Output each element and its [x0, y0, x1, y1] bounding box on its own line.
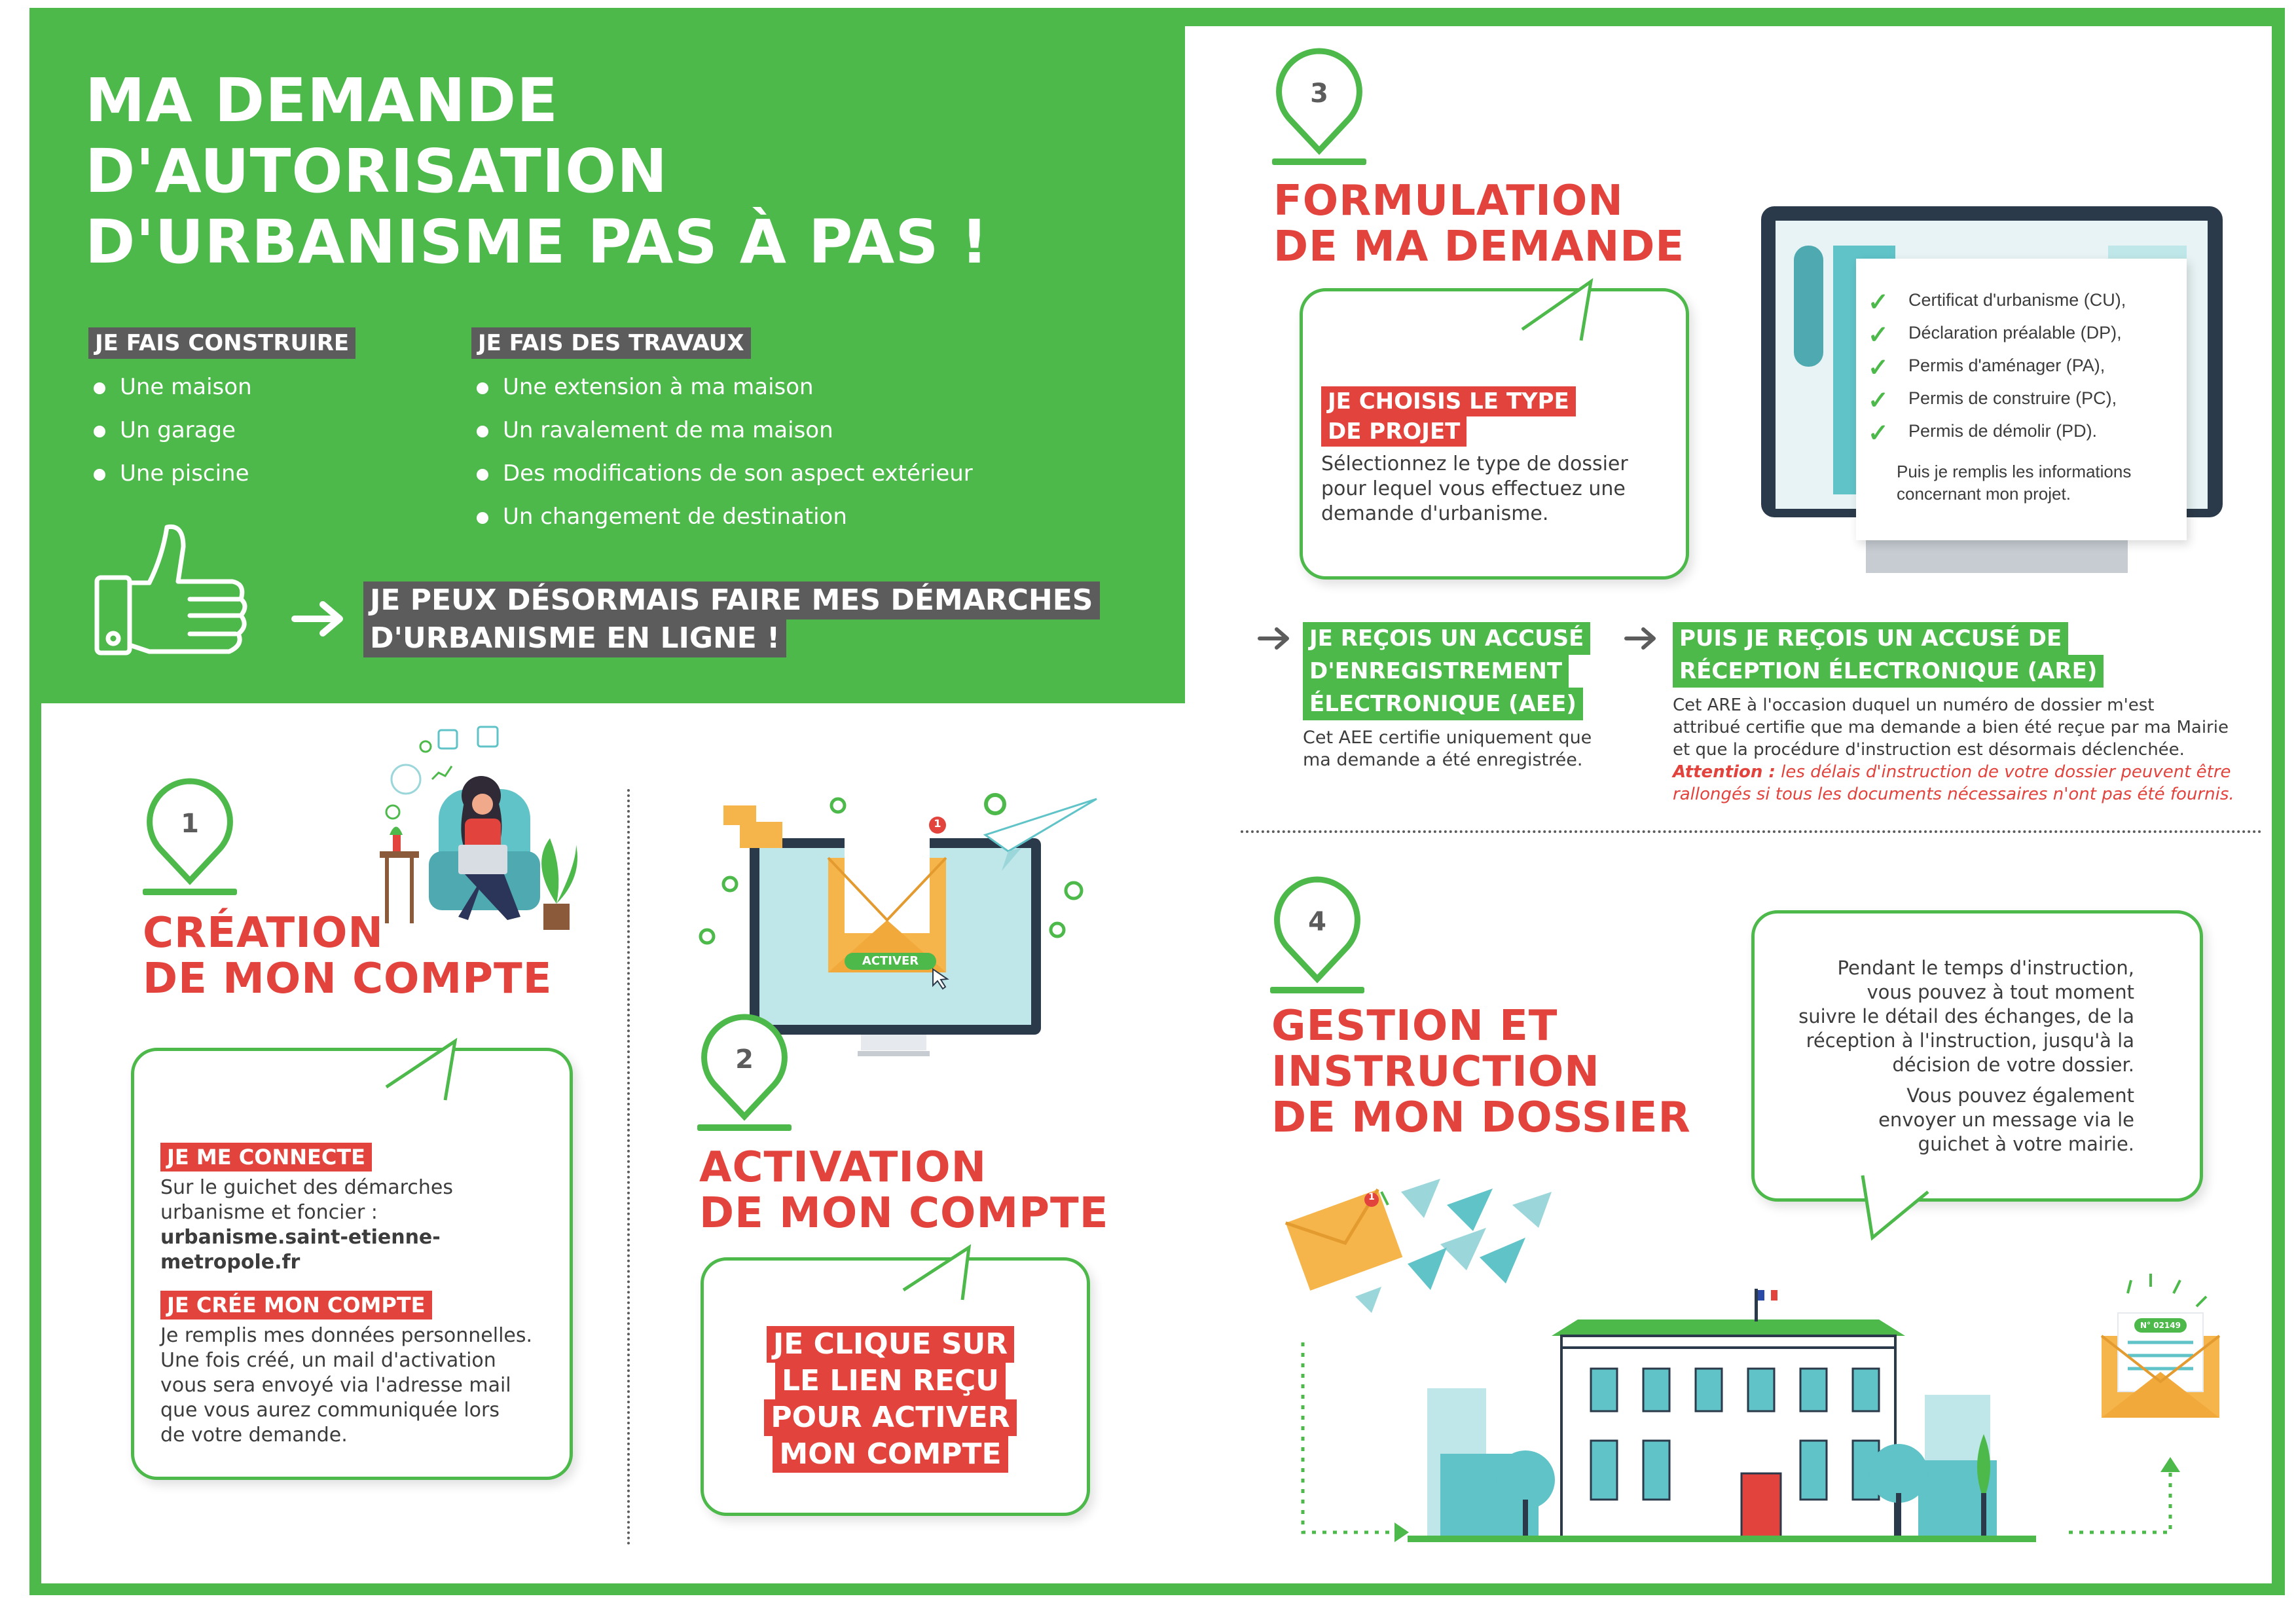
text-line: Cet AEE certifie uniquement que	[1303, 728, 1592, 748]
mail-badge: 1	[934, 817, 941, 830]
step-1-content	[160, 1143, 553, 1448]
step-1-number: 1	[181, 809, 199, 839]
aee-heading-line: JE REÇOIS UN ACCUSÉ	[1303, 622, 1590, 655]
envelope-badge: 1	[1368, 1192, 1375, 1202]
create-text	[160, 1323, 553, 1448]
receipt-number: N° 02149	[2140, 1321, 2181, 1330]
banner-line: D'URBANISME EN LIGNE !	[363, 619, 786, 657]
check-icon: ✓	[1868, 322, 1889, 349]
text-line: attribué certifie que ma demande a bien été reçue par ma Mairie	[1673, 718, 2229, 737]
title-line: D'AUTORISATION	[85, 136, 668, 206]
permit-list	[1856, 284, 2187, 447]
step-1-title	[143, 910, 552, 1002]
aee-block	[1303, 622, 1643, 771]
bottom-border	[29, 1583, 2285, 1595]
text-line: Puis je remplis les informations	[1897, 462, 2132, 481]
bubble-tail	[380, 1038, 458, 1103]
category-list	[471, 365, 973, 538]
text-line: Pendant le temps d'instruction,	[1837, 957, 2134, 979]
type-text	[1321, 452, 1675, 526]
step-4-number: 4	[1308, 907, 1326, 937]
right-side-border	[2272, 8, 2285, 1595]
thumbs-up-icon	[92, 517, 255, 661]
guichet-url-link[interactable]: urbanisme.saint-etienne-metropole.fr	[160, 1226, 441, 1274]
title-line: DE MON COMPTE	[699, 1189, 1109, 1238]
create-heading: JE CRÉE MON COMPTE	[160, 1291, 432, 1320]
arrow-right-icon	[1624, 625, 1660, 652]
text-line: urbanisme et foncier :	[160, 1201, 378, 1224]
title-line: CRÉATION	[143, 909, 384, 957]
project-type-card	[1856, 259, 2187, 540]
title-line: GESTION ET	[1271, 1002, 1558, 1050]
attention-text: les délais d'instruction de votre dossier peuvent être	[1775, 762, 2231, 782]
text-line: de votre demande.	[160, 1424, 348, 1447]
are-block	[1673, 622, 2262, 805]
are-text	[1673, 694, 2262, 805]
title-line: FORMULATION	[1273, 177, 1624, 225]
list-item: ✓ Permis de construire (PC),	[1856, 382, 2187, 415]
step-2-number: 2	[735, 1044, 754, 1075]
attention-text: rallongés si tous les documents nécessaires n'ont pas été fournis.	[1673, 784, 2234, 804]
check-icon: ✓	[1868, 387, 1889, 415]
list-item: ✓ Déclaration préalable (DP),	[1856, 316, 2187, 349]
title-line: ACTIVATION	[699, 1143, 987, 1192]
text-line: réception à l'instruction, jusqu'à la	[1806, 1029, 2134, 1052]
category-construire	[88, 327, 355, 495]
text-line: suivre le détail des échanges, de la	[1798, 1005, 2134, 1027]
text-line: Une fois créé, un mail d'activation	[160, 1349, 496, 1372]
activate-button[interactable]: ACTIVER	[862, 954, 919, 968]
text-line: guichet à votre mairie.	[1918, 1133, 2134, 1155]
are-heading-line: RÉCEPTION ÉLECTRONIQUE (ARE)	[1673, 655, 2104, 688]
attention-line	[1673, 761, 2262, 783]
list-item: Une piscine	[88, 452, 355, 495]
list-item: ✓ Certificat d'urbanisme (CU),	[1856, 284, 2187, 316]
text-line: vous sera envoyé via l'adresse mail	[160, 1374, 511, 1397]
text-line: Sur le guichet des démarches	[160, 1176, 453, 1199]
arrow-right-icon	[291, 599, 350, 638]
click-line: JE CLIQUE SUR	[767, 1326, 1014, 1363]
are-heading-line: PUIS JE REÇOIS UN ACCUSÉ DE	[1673, 622, 2068, 655]
check-icon: ✓	[1868, 354, 1889, 382]
woman-laptop-illustration	[367, 720, 589, 943]
aee-heading-line: D'ENREGISTREMENT	[1303, 655, 1569, 688]
category-heading: JE FAIS DES TRAVAUX	[471, 327, 751, 359]
title-line: DE MON COMPTE	[143, 955, 553, 1003]
connect-text	[160, 1175, 553, 1275]
title-line: DE MA DEMANDE	[1273, 223, 1685, 271]
list-item: ✓ Permis de démolir (PD).	[1856, 415, 2187, 447]
step-3-number: 3	[1310, 79, 1328, 109]
right-top-border	[1185, 8, 2285, 26]
text-line: Vous pouvez également	[1906, 1084, 2134, 1107]
connect-heading: JE ME CONNECTE	[160, 1143, 372, 1172]
check-icon: ✓	[1868, 420, 1889, 447]
dotted-arrow-left	[1296, 1336, 1414, 1545]
step-3-title	[1273, 178, 1685, 270]
receipt-envelope-illustration	[2088, 1274, 2232, 1424]
title-line: INSTRUCTION	[1271, 1048, 1600, 1096]
aee-heading-line: ÉLECTRONIQUE (AEE)	[1303, 688, 1583, 720]
step-4-content	[1768, 956, 2134, 1156]
step-4-title	[1271, 1003, 1691, 1141]
aee-text	[1303, 727, 1643, 771]
text-line: Cet ARE à l'occasion duquel un numéro de dossier m'est	[1673, 695, 2155, 715]
title-line: MA DEMANDE	[85, 65, 558, 136]
bubble-tail	[1516, 278, 1594, 344]
text-line: pour lequel vous effectuez une	[1321, 477, 1626, 500]
separator	[1241, 830, 2262, 833]
category-list	[88, 365, 355, 495]
step-2-content	[720, 1326, 1061, 1473]
click-line: LE LIEN REÇU	[775, 1363, 1006, 1399]
list-item: Un garage	[88, 409, 355, 452]
type-heading-line: DE PROJET	[1321, 416, 1467, 447]
list-item: Une extension à ma maison	[471, 365, 973, 409]
title-line: D'URBANISME PAS À PAS !	[85, 207, 989, 277]
permits-note	[1856, 460, 2187, 505]
category-heading: JE FAIS CONSTRUIRE	[88, 327, 355, 359]
step-2-title	[699, 1145, 1108, 1236]
click-line: POUR ACTIVER	[764, 1399, 1016, 1436]
text-line: Je remplis mes données personnelles.	[160, 1324, 533, 1347]
text-line: envoyer un message via le	[1878, 1109, 2134, 1131]
bubble-tail	[897, 1244, 975, 1303]
town-hall-illustration	[1408, 1283, 2036, 1552]
text-line: et que la procédure d'instruction est désormais déclenchée.	[1673, 740, 2185, 760]
text-line: que vous aurez communiquée lors	[160, 1399, 500, 1422]
bubble-tail	[1856, 1172, 1935, 1244]
list-item: Un changement de destination	[471, 495, 973, 538]
separator	[627, 789, 630, 1545]
text-line: vous pouvez à tout moment	[1867, 981, 2134, 1003]
text-line: demande d'urbanisme.	[1321, 502, 1549, 525]
banner-line: JE PEUX DÉSORMAIS FAIRE MES DÉMARCHES	[363, 581, 1100, 619]
check-icon: ✓	[1868, 289, 1889, 316]
text-line: décision de votre dossier.	[1892, 1054, 2134, 1076]
title-line: DE MON DOSSIER	[1271, 1094, 1691, 1142]
click-line: MON COMPTE	[773, 1436, 1008, 1473]
text-line: concernant mon projet.	[1897, 484, 2071, 504]
dotted-arrow-right	[2062, 1454, 2193, 1545]
list-item: Des modifications de son aspect extérieur	[471, 452, 973, 495]
page-title	[85, 65, 989, 278]
arrow-right-icon	[1257, 625, 1293, 652]
text-line: ma demande a été enregistrée.	[1303, 750, 1583, 770]
text-line: Sélectionnez le type de dossier	[1321, 452, 1628, 475]
list-item: ✓ Permis d'aménager (PA),	[1856, 349, 2187, 382]
category-travaux	[471, 327, 973, 538]
list-item: Une maison	[88, 365, 355, 409]
type-heading-line: JE CHOISIS LE TYPE	[1321, 386, 1576, 416]
step-3-content	[1321, 386, 1675, 526]
online-banner	[363, 581, 1100, 657]
list-item: Un ravalement de ma maison	[471, 409, 973, 452]
attention-label: Attention :	[1673, 762, 1776, 782]
